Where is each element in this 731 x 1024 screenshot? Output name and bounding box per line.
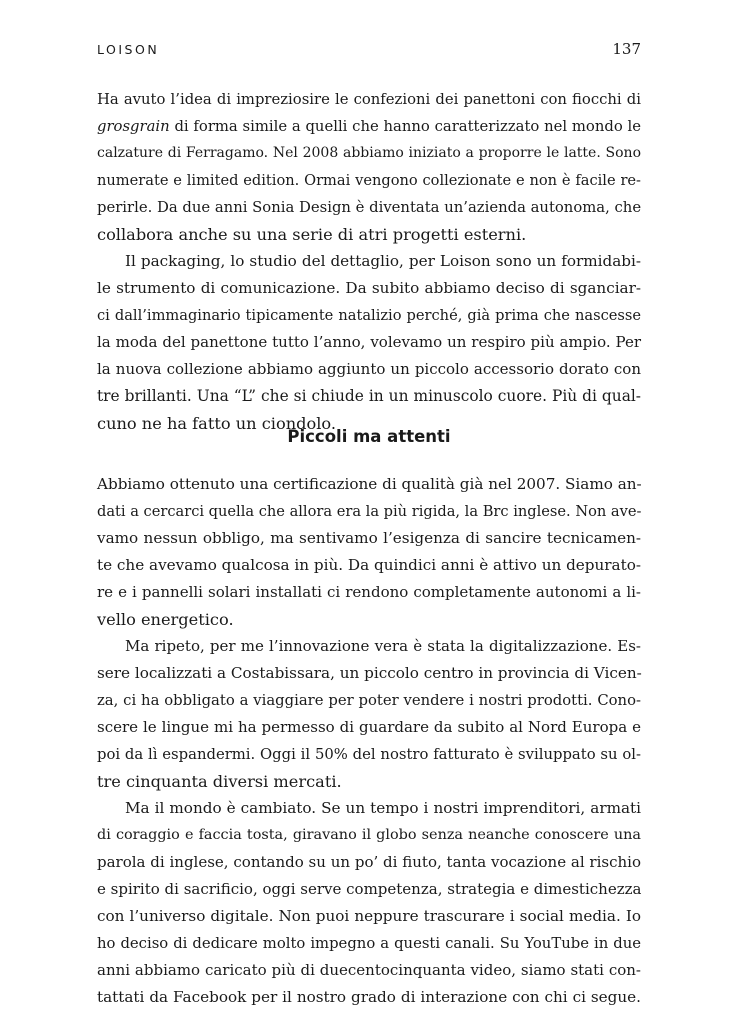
text-line: za, ci ha obbligato a viaggiare per poter vendere i nostri prodotti. Cono-: [97, 692, 641, 709]
text-line: dati a cercarci quella che allora era la più rigida, la Brc inglese. Non ave-: [97, 503, 642, 520]
text-line: cuno ne ha fatto un ciondolo.: [97, 414, 337, 433]
text-line: parola di inglese, contando su un po’ di fiuto, tanta vocazione al rischio: [97, 853, 641, 871]
text-line: [97, 113, 641, 140]
text-line: di coraggio e faccia tosta, giravano il globo senza neanche conoscere una: [97, 827, 641, 843]
running-header: [97, 41, 641, 61]
text-line: le strumento di comunicazione. Da subito abbiamo deciso di sganciar-: [97, 279, 641, 297]
text-line: calzature di Ferragamo. Nel 2008 abbiamo iniziato a proporre le latte. Sono: [97, 145, 641, 161]
text-line: vello energetico.: [97, 610, 234, 629]
page-number: 137: [612, 40, 641, 58]
text-line: Ma ripeto, per me l’innovazione vera è stata la digitalizzazione. Es-: [125, 637, 641, 655]
text-line: Abbiamo ottenuto una certificazione di qualità già nel 2007. Siamo an-: [97, 475, 642, 493]
text-line: la moda del panettone tutto l’anno, volevamo un respiro più ampio. Per: [97, 333, 641, 351]
text-line: sere localizzati a Costabissara, un piccolo centro in provincia di Vicen-: [97, 664, 642, 682]
text-line: re e i pannelli solari installati ci rendono completamente autonomi a li-: [97, 583, 641, 601]
text-line: numerate e limited edition. Ormai vengono collezionate e non è facile re-: [97, 172, 641, 189]
text-line: ci dall’immaginario tipicamente natalizio perché, già prima che nascesse: [97, 307, 641, 324]
section-heading: Piccoli ma attenti: [287, 427, 451, 446]
text-line: Ha avuto l’idea di impreziosire le confezioni dei panettoni con fiocchi di: [97, 91, 641, 108]
text-line: ho deciso di dedicare molto impegno a questi canali. Su YouTube in due: [97, 935, 641, 952]
text-span: di forma simile a quelli che hanno caratterizzato nel mondo le: [169, 118, 641, 135]
text-line: anni abbiamo caricato più di duecentocinquanta video, siamo stati con-: [97, 961, 641, 979]
text-line: Il packaging, lo studio del dettaglio, per Loison sono un formidabi-: [125, 252, 641, 270]
text-line: te che avevamo qualcosa in più. Da quindici anni è attivo un depurato-: [97, 556, 641, 574]
text-line: vamo nessun obbligo, ma sentivamo l’esigenza di sancire tecnicamen-: [97, 529, 641, 547]
text-line: tre cinquanta diversi mercati.: [97, 772, 342, 791]
text-line: collabora anche su una serie di atri progetti esterni.: [97, 225, 527, 244]
text-line: tre brillanti. Una “L” che si chiude in un minuscolo cuore. Più di qual-: [97, 387, 641, 405]
italic-term: grosgrain: [97, 118, 170, 135]
text-line: perirle. Da due anni Sonia Design è diventata un’azienda autonoma, che: [97, 199, 642, 216]
running-title: LOISON: [97, 42, 160, 57]
text-line: scere le lingue mi ha permesso di guardare da subito al Nord Europa e: [97, 718, 641, 736]
text-line: tattati da Facebook per il nostro grado di interazione con chi ci segue.: [97, 988, 641, 1006]
text-line: e spirito di sacrificio, oggi serve competenza, strategia e dimestichezza: [97, 880, 642, 898]
text-line: con l’universo digitale. Non puoi neppure trascurare i social media. Io: [97, 907, 641, 925]
text-line: la nuova collezione abbiamo aggiunto un piccolo accessorio dorato con: [97, 360, 641, 378]
text-line: Ma il mondo è cambiato. Se un tempo i nostri imprenditori, armati: [125, 799, 641, 817]
text-line: poi da lì espandermi. Oggi il 50% del nostro fatturato è sviluppato su ol-: [97, 746, 641, 763]
